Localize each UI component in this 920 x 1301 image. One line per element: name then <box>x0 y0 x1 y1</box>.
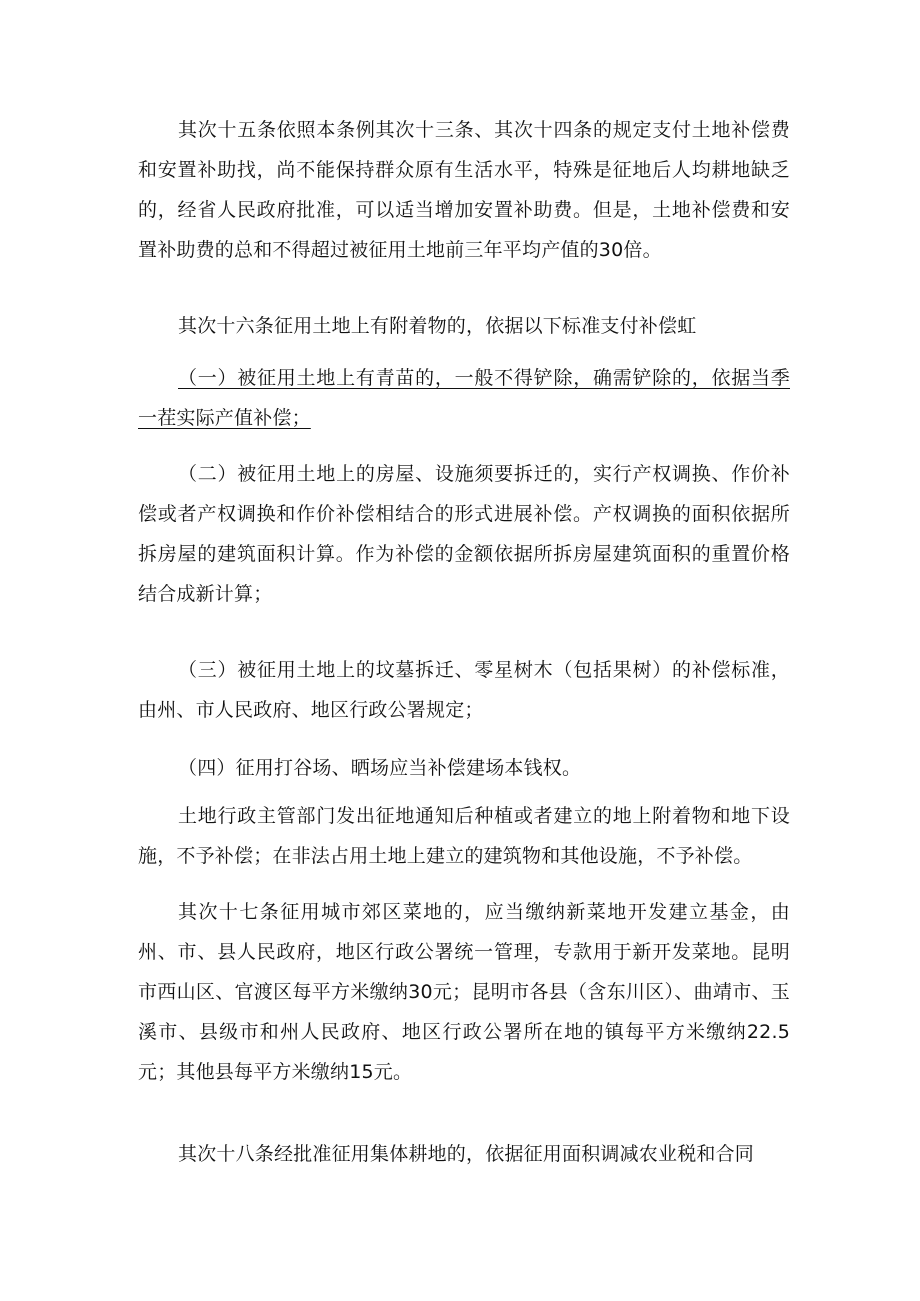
paragraph-article-25: 其次十五条依照本条例其次十三条、其次十四条的规定支付土地补偿费和安置补助找，尚不能保持群众原有生活水平，特殊是征地后人均耕地缺乏的，经省人民政府批准，可以适当增加安置补助费。但是，土地补偿费和安置补助费的总和不得超过被征用土地前三年平均产值的30倍。 <box>138 119 790 261</box>
paragraph-item-3: （三）被征用土地上的坟墓拆迁、零星树木（包括果树）的补偿标准，由州、市人民政府、地区行政公署规定； <box>138 659 790 721</box>
paragraph-item-1: （一）被征用土地上有青苗的，一般不得铲除，确需铲除的，依据当季一茬实际产值补偿； <box>138 367 790 429</box>
paragraph-article-26: 其次十六条征用土地上有附着物的，依据以下标准支付补偿虹 <box>178 315 697 337</box>
paragraph-article-28: 其次十八条经批准征用集体耕地的，依据征用面积调减农业税和合同 <box>178 1143 755 1165</box>
paragraph-item-4: （四）征用打谷场、晒场应当补偿建场本钱权。 <box>178 757 582 779</box>
paragraph-article-27: 其次十七条征用城市郊区菜地的，应当缴纳新菜地开发建立基金，由州、市、县人民政府，地区行政公署统一管理，专款用于新开发菜地。昆明市西山区、官渡区每平方米缴纳30元；昆明市各县（含东川区）、曲靖市、玉溪市、县级市和州人民政府、地区行政公署所在地的镇每平方米缴纳22.5元；其他县每平方米缴纳15元。 <box>138 901 790 1083</box>
paragraph-item-2: （二）被征用土地上的房屋、设施须要拆迁的，实行产权调换、作价补偿或者产权调换和作价补偿相结合的形式进展补偿。产权调换的面积依据所拆房屋的建筑面积计算。作为补偿的金额依据所拆房屋建筑面积的重置价格结合成新计算； <box>138 463 790 605</box>
paragraph-no-compensation: 土地行政主管部门发出征地通知后种植或者建立的地上附着物和地下设施，不予补偿；在非法占用土地上建立的建筑物和其他设施，不予补偿。 <box>138 805 790 867</box>
